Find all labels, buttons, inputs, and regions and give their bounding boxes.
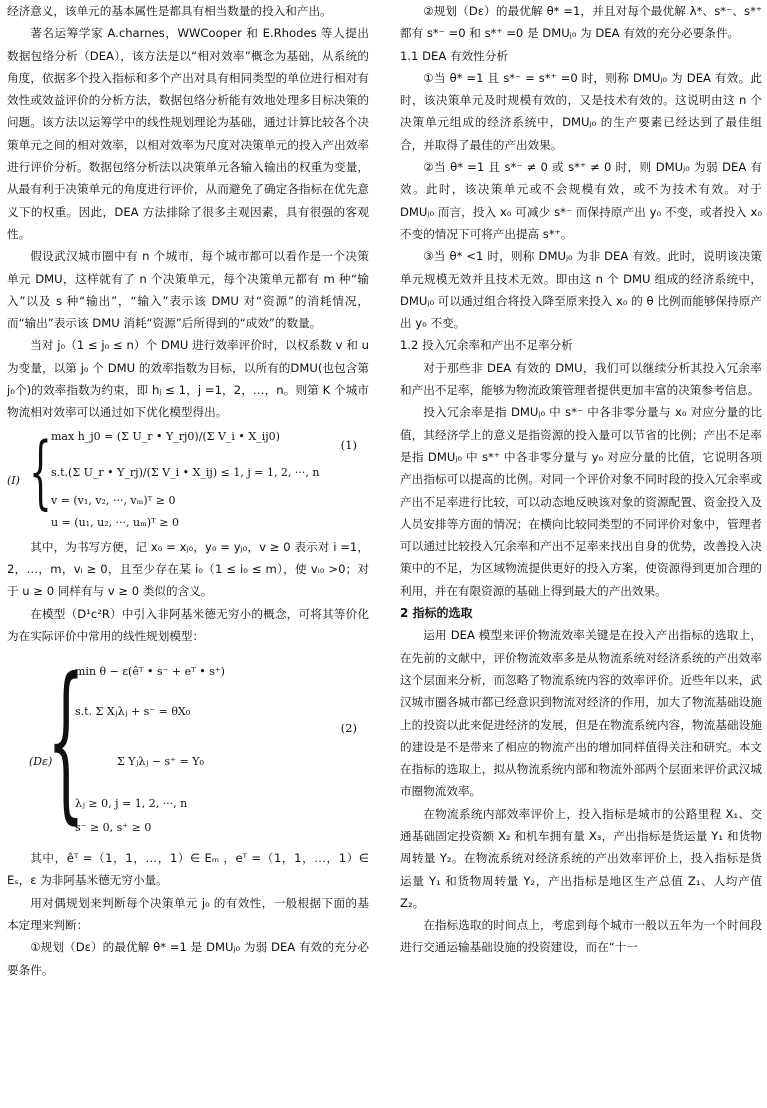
equation-number: (2) — [340, 721, 357, 736]
paragraph: ③当 θ* <1 时，则称 DMUⱼ₀ 为非 DEA 有效。此时，说明该决策单元规模无效并且技术无效。即由这 n 个 DMU 组成的经济系统中，DMUⱼ₀ 可以通过组合将投入降至原来投入 x₀ 的 θ 比例而能够保持原产出 y₀ 不变。 — [400, 249, 762, 331]
paragraph: 其中，êᵀ =（1，1，…，1）∈ Eₘ ，eᵀ =（1，1，…，1）∈ Eₛ，ε 为非阿基米德无穷小量。 — [7, 851, 369, 888]
formula-line: u = (u₁, u₂, ···, uₘ)ᵀ ≥ 0 — [51, 515, 179, 529]
paragraph: 当对 j₀（1 ≤ j₀ ≤ n）个 DMU 进行效率评价时，以权系数 v 和 u 为变量，以第 j₀ 个 DMU 的效率指数为目标，以所有的DMU(也包含第 j₀个)的效率指数为约束，即 hⱼ ≤ 1，j =1，2，…，n。则第 K 个城市物流相对效率可以通过如下优化模型得出。 — [7, 338, 369, 420]
section-heading: 2 指标的选取 — [400, 606, 473, 621]
paragraph: 其中，为书写方便，记 x₀ = xⱼ₀，y₀ = yⱼ₀，v ≥ 0 表示对 i =1，2，…，m，vᵢ ≥ 0，且至少存在某 i₀（1 ≤ i₀ ≤ m），使 vᵢ₀ >0；对于 u ≥ 0 同样有与 v ≥ 0 类似的含义。 — [7, 539, 369, 599]
section-heading: 1.2 投入冗余率和产出不足率分析 — [400, 338, 573, 353]
formula-label: (Dε) — [29, 755, 53, 769]
paragraph: 对于那些非 DEA 有效的 DMU，我们可以继续分析其投入冗余率和产出不足率，能够为物流政策管理者提供更加丰富的决策参考信息。 — [400, 360, 762, 398]
paragraph: 在模型（D¹c²R）中引入非阿基米德无穷小的概念，可将其等价化为在实际评价中常用的线性规划模型： — [7, 606, 369, 643]
formula-line: s⁻ ≥ 0, s⁺ ≥ 0 — [75, 821, 152, 835]
paragraph: 投入冗余率是指 DMUⱼ₀ 中 s*⁻ 中各非零分量与 x₀ 对应分量的比值，其经济学上的意义是指资源的投入量可以节省的比例；产出不足率是指 DMUⱼ₀ 中 s*⁺ 中各非零分量与 y₀ 对应分量的比值，它说明各项产出指标可以提高的比例。对同一个评价对象不同时段的投入冗余率或产出不足率进行比较，可以动态地反映该对象的资源配置、资金投入及人员安排等方面的情况；在横向比较同类型的不同评价对象中，管理者可以通过比较投入冗余率和产出不足率来找出自身的优势，改善投入决策中的不足，为区域物流提供更好的投入方案，使资源得到更加合理的利用，并在有限资源的基础上得到最大的产出效果。 — [400, 405, 762, 598]
formula-brace: { — [29, 424, 52, 518]
paragraph: 经济意义，该单元的基本属性是都具有相当数量的投入和产出。 — [7, 4, 332, 18]
paragraph: 在物流系统内部效率评价上，投入指标是城市的公路里程 X₁、交通基础固定投资额 X₂ 和机车拥有量 X₃，产出指标是货运量 Y₁ 和货物周转量 Y₂。在物流系统对经济系统的产出效率评价上，投入指标是货运量 Y₁ 和货物周转量 Y₂，产出指标是地区生产总值 Z₁、人均产值 Z₂。 — [400, 806, 762, 910]
formula-2 — [7, 642, 369, 847]
formula-line: max h_j0 = (Σ U_r • Y_rj0)/(Σ V_i • X_ij0) — [51, 429, 280, 443]
equation-number: (1) — [340, 437, 357, 452]
formula-brace: { — [47, 642, 85, 841]
paragraph: ②当 θ* =1 且 s*⁻ ≠ 0 或 s*⁺ ≠ 0 时，则 DMUⱼ₀ 为弱 DEA 有效。此时，该决策单元或不会规模有效，或不为技术有效。对于 DMUⱼ₀ 而言，投入 x₀ 可减少 s*⁻ 而保持原产出 y₀ 不变，或者投入 x₀ 不变的情况下可将产出提高 s*⁺。 — [400, 160, 762, 241]
paragraph: 假设武汉城市圈中有 n 个城市，每个城市都可以看作是一个决策单元 DMU，这样就有了 n 个决策单元，每个决策单元都有 m 种“输入”以及 s 种“输出”，“输入”表示该 DMU 对“资源”的消耗情况，而“输出”表示该 DMU 消耗“资源”后所得到的“成效”的数量。 — [7, 249, 369, 331]
paragraph: ①当 θ* =1 且 s*⁻ = s*⁺ =0 时，则称 DMUⱼ₀ 为 DEA 有效。此时，该决策单元及时规模有效的，又是技术有效的。这说明由这 n 个决策单元组成的经济系统中，DMUⱼ₀ 的生产要素已经达到了最佳组合，并取得了最佳的产出效果。 — [400, 70, 762, 152]
right-column — [400, 0, 762, 959]
paragraph: 用对偶规划来判断每个决策单元 j₀ 的有效性，一般根据下面的基本定理来判断： — [7, 895, 369, 933]
paragraph: 在指标选取的时间点上，考虑到每个城市一般以五年为一个时间段进行交通运输基础设施的投资建设，而在“十一 — [400, 918, 762, 955]
formula-line: s.t. Σ Xⱼλⱼ + s⁻ = θX₀ — [75, 705, 191, 719]
left-column — [7, 0, 369, 981]
paragraph: 运用 DEA 模型来评价物流效率关键是在投入产出指标的选取上，在先前的文献中，评价物流效率多是从物流系统对经济系统的产出效率这个层面来分析，而忽略了物流系统内容的效率评价。近些年以来，武汉城市圈各城市都已经意识到物流对经济的作用，加大了物流基础设施上的投资以此来促进经济的发展，但是在物流系统内容，物流基础设施的建设是不是带来了相应的物流产出的增加同样值得关注和研究。本文在指标的选取上，拟从物流系统内部和物流外部两个层面来评价武汉城市圈物流效率。 — [400, 628, 762, 799]
paragraph: ①规划（Dε）的最优解 θ* =1 是 DMUⱼ₀ 为弱 DEA 有效的充分必要条件。 — [7, 940, 369, 977]
formula-line: s.t.(Σ U_r • Y_rj)/(Σ V_i • X_ij) ≤ 1, j = 1, 2, ···, n — [51, 465, 320, 479]
formula-line: Σ Yⱼλⱼ − s⁺ = Y₀ — [117, 755, 204, 769]
formula-1 — [7, 424, 369, 536]
section-heading: 1.1 DEA 有效性分析 — [400, 48, 508, 63]
formula-line: v = (v₁, v₂, ···, vₘ)ᵀ ≥ 0 — [51, 493, 176, 507]
formula-line: λⱼ ≥ 0, j = 1, 2, ···, n — [75, 797, 188, 811]
formula-label: (I) — [7, 473, 20, 487]
formula-line: min θ − ε(êᵀ • s⁻ + eᵀ • s⁺) — [75, 665, 225, 679]
paragraph: 著名运筹学家 A.charnes，WWCooper 和 E.Rhodes 等人提出数据包络分析（DEA），该方法是以“相对效率”概念为基础，从系统的角度，依据多个投入指标和多个产出对具有相同类型的单位进行相对有效性或效益评价的分析方法，数据包络分析能有效地处理多目标决策的问题。该方法以运筹学中的线性规划理论为基础，通过计算比较各个决策单元之间的相对效率，以相对效率为尺度对决策单元的投入产出效率进行评价分析。数据包络分析法以决策单元各输入输出的权重为变量，从最有利于决策单元的角度进行评价，从而避免了确定各指标在优先意义下的权重。因此，DEA 方法排除了很多主观因素，具有很强的客观性。 — [7, 26, 369, 241]
paragraph: ②规划（Dε）的最优解 θ* =1，并且对每个最优解 λ*、s*⁻、s*⁺ 都有 s*⁻ =0 和 s*⁺ =0 是 DMUⱼ₀ 为 DEA 有效的充分必要条件。 — [400, 4, 762, 41]
